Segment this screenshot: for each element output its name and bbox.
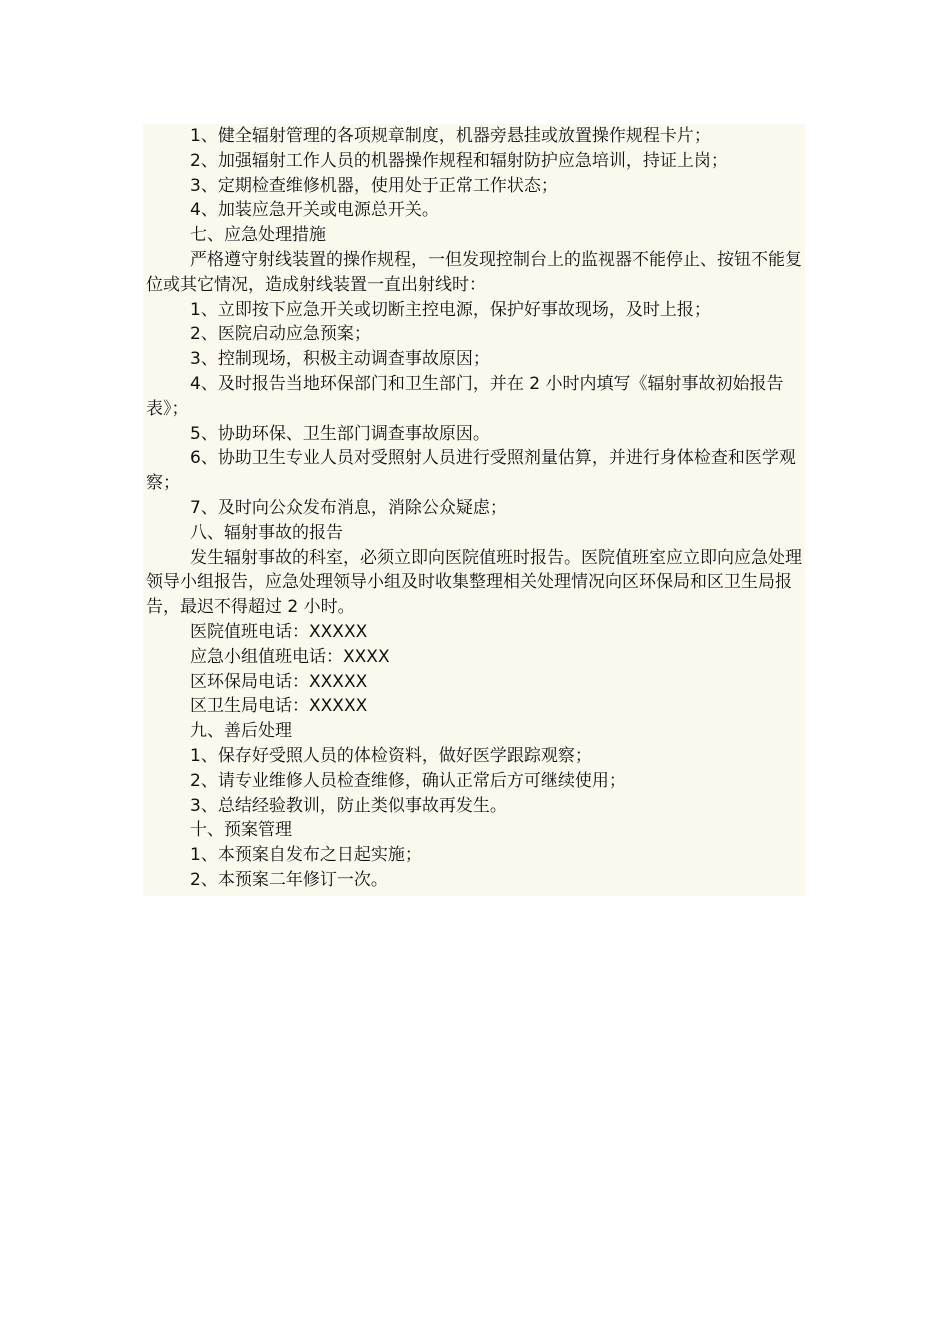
paragraph-6: 严格遵守射线装置的操作规程，一但发现控制台上的监视器不能停止、按钮不能复位或其它情况，造成射线装置一直出射线时：	[146, 249, 802, 295]
paragraph-2: 2、加强辐射工作人员的机器操作规程和辐射防护应急培训，持证上岗；	[190, 150, 728, 171]
section-heading-8: 八、辐射事故的报告	[190, 522, 343, 543]
paragraph-15: 发生辐射事故的科室，必须立即向医院值班时报告。医院值班室应立即向应急处理领导小组报告，应急处理领导小组及时收集整理相关处理情况向区环保局和区卫生局报告，最迟不得超过 2 小时。	[146, 547, 802, 618]
section-heading-10: 十、预案管理	[190, 820, 292, 841]
paragraph-4: 4、加装应急开关或电源总开关。	[190, 200, 439, 221]
paragraph-12: 6、协助卫生专业人员对受照射人员进行受照剂量估算，并进行身体检查和医学观察；	[146, 448, 796, 494]
paragraph-1: 1、健全辐射管理的各项规章制度，机器旁悬挂或放置操作规程卡片；	[190, 126, 711, 146]
paragraph-22: 2、请专业维修人员检查维修，确认正常后方可继续使用；	[190, 770, 626, 791]
paragraph-23: 3、总结经验教训，防止类似事故再发生。	[190, 795, 507, 816]
paragraph-10: 4、及时报告当地环保部门和卫生部门，并在 2 小时内填写《辐射事故初始报告表》；	[146, 373, 784, 419]
phone-health-bureau: 区卫生局电话：XXXXX	[190, 696, 368, 717]
paragraph-9: 3、控制现场，积极主动调查事故原因；	[190, 349, 490, 370]
section-heading-9: 九、善后处理	[190, 721, 292, 742]
paragraph-7: 1、立即按下应急开关或切断主控电源，保护好事故现场，及时上报；	[190, 299, 711, 320]
phone-emergency-group: 应急小组值班电话：XXXX	[190, 646, 390, 667]
section-heading-7: 七、应急处理措施	[190, 225, 326, 246]
paragraph-13: 7、及时向公众发布消息，消除公众疑虑；	[190, 497, 507, 518]
phone-hospital-duty: 医院值班电话：XXXXX	[190, 621, 368, 642]
paragraph-3: 3、定期检查维修机器，使用处于正常工作状态；	[190, 175, 558, 196]
paragraph-21: 1、保存好受照人员的体检资料，做好医学跟踪观察；	[190, 745, 592, 766]
paragraph-8: 2、医院启动应急预案；	[190, 324, 371, 345]
paragraph-11: 5、协助环保、卫生部门调查事故原因。	[190, 423, 490, 444]
document-body	[146, 124, 806, 893]
paragraph-26: 2、本预案二年修订一次。	[190, 869, 388, 890]
paragraph-25: 1、本预案自发布之日起实施；	[190, 845, 422, 866]
phone-environment-bureau: 区环保局电话：XXXXX	[190, 671, 368, 692]
